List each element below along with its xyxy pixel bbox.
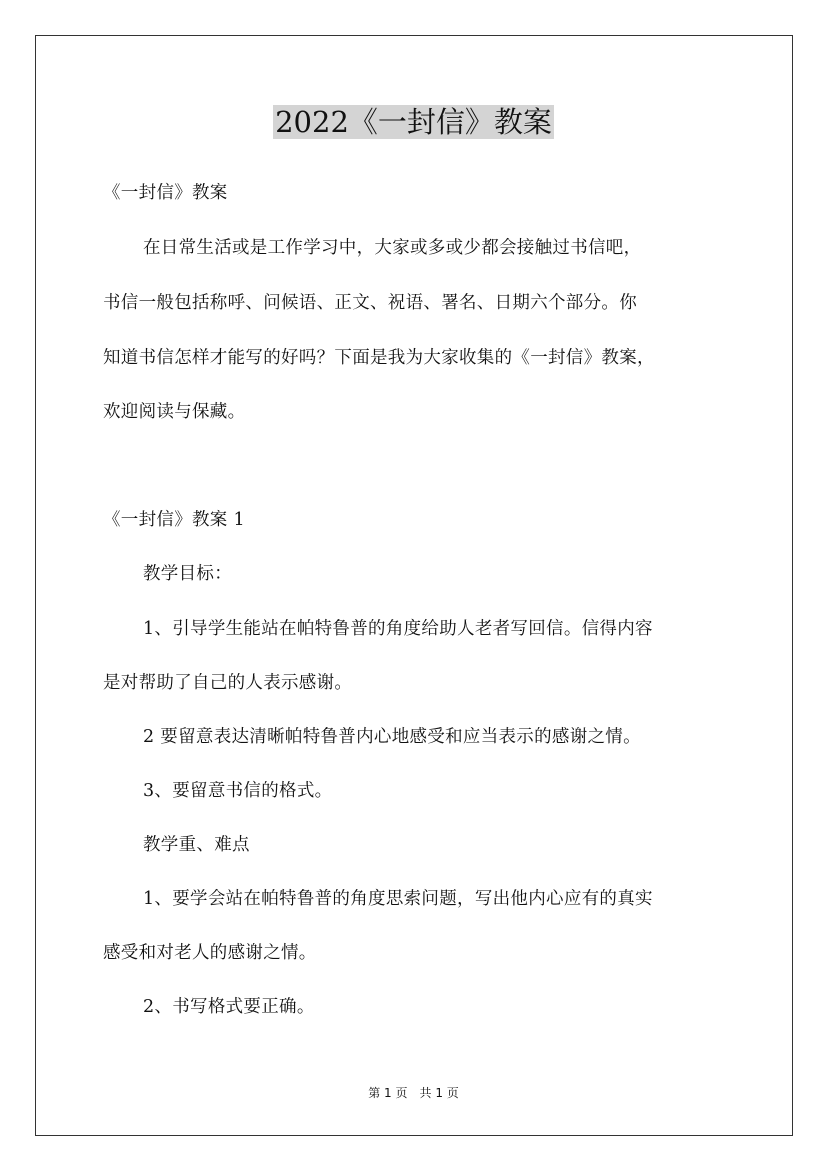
key-point-1-line-2: 感受和对老人的感谢之情。 xyxy=(103,943,317,963)
page-footer: 第 1 页 共 1 页 xyxy=(368,1086,459,1100)
goal-2-line: 2 要留意表达清晰帕特鲁普内心地感受和应当表示的感谢之情。 xyxy=(143,727,641,747)
intro-line-2: 书信一般包括称呼、问候语、正文、祝语、署名、日期六个部分。你 xyxy=(103,293,637,313)
intro-line-1: 在日常生活或是工作学习中，大家或多或少都会接触过书信吧， xyxy=(143,238,642,258)
goal-1-line-2: 是对帮助了自己的人表示感谢。 xyxy=(103,673,353,693)
key-point-2-line: 2、书写格式要正确。 xyxy=(143,997,315,1017)
key-points-heading: 教学重、难点 xyxy=(143,835,250,855)
goal-3-line: 3、要留意书信的格式。 xyxy=(143,781,333,801)
teaching-goals-heading: 教学目标： xyxy=(143,564,232,584)
intro-line-4: 欢迎阅读与保藏。 xyxy=(103,402,246,422)
subtitle-line: 《一封信》教案 xyxy=(103,183,228,203)
goal-1-line-1: 1、引导学生能站在帕特鲁普的角度给助人老者写回信。信得内容 xyxy=(143,619,653,639)
intro-line-3: 知道书信怎样才能写的好吗？下面是我为大家收集的《一封信》教案， xyxy=(103,348,655,368)
document-title xyxy=(0,102,827,142)
key-point-1-line-1: 1、要学会站在帕特鲁普的角度思索问题，写出他内心应有的真实 xyxy=(143,889,653,909)
document-title-text: 2022《一封信》教案 xyxy=(275,105,552,139)
section-heading: 《一封信》教案 1 xyxy=(103,510,245,530)
